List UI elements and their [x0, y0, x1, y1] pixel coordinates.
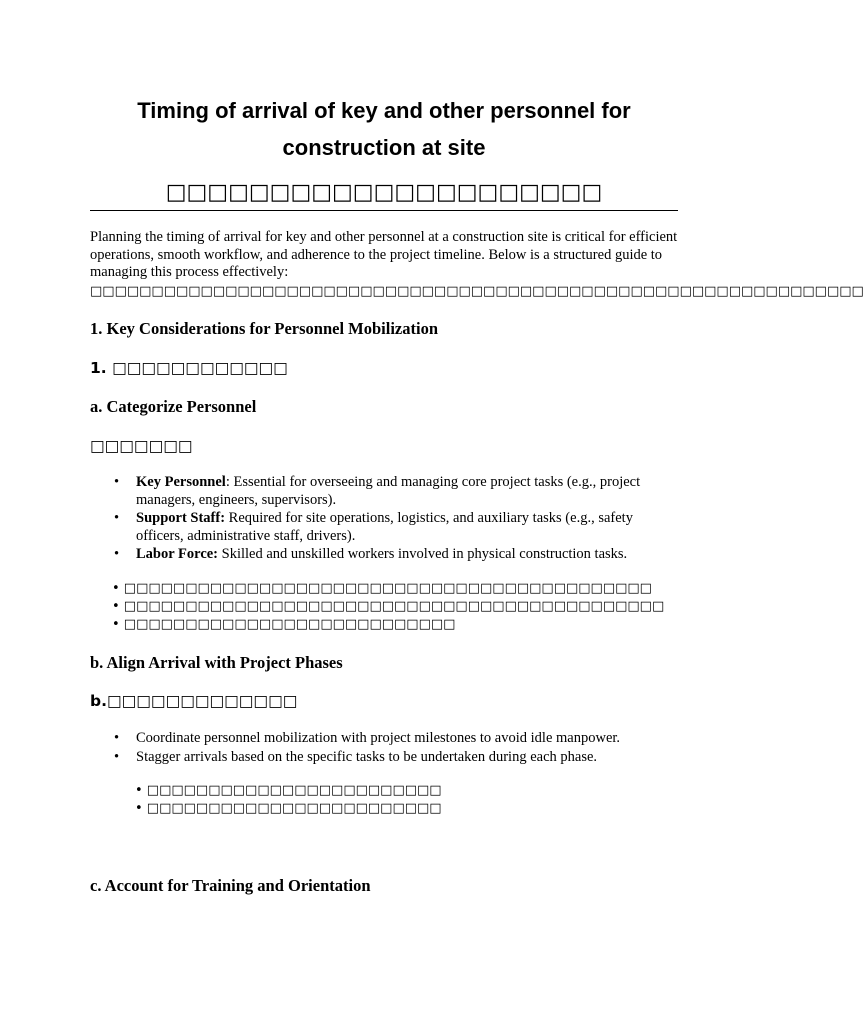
item-label-separator: :: [225, 474, 230, 490]
bullet-icon: •: [114, 474, 120, 490]
arrival-alignment-list-chinese: [135, 782, 442, 818]
list-item: [90, 474, 678, 509]
list-item: [90, 730, 678, 748]
title-underline: [90, 210, 678, 211]
bullet-icon: •: [114, 546, 120, 562]
arrival-alignment-list: [90, 730, 678, 767]
item-text: Coordinate personnel mobilization with project milestones to avoid idle manpower.: [136, 730, 621, 746]
section-1-heading: 1. Key Considerations for Personnel Mobilization: [90, 319, 439, 338]
list-item: [90, 546, 678, 564]
list-item: • □□□□□□□□□□□□□□□□□□□□□□□□□□□: [112, 617, 456, 632]
personnel-category-list: [90, 474, 678, 565]
list-item: • □□□□□□□□□□□□□□□□□□□□□□□□: [135, 783, 442, 798]
subsection-c-heading: c. Account for Training and Orientation: [90, 876, 371, 895]
item-label: Labor Force:: [136, 546, 219, 562]
item-text: Stagger arrivals based on the specific tasks to be undertaken during each phase.: [136, 748, 598, 765]
intro-paragraph: Planning the timing of arrival for key and other personnel at a construction site is critical for efficient operations, smooth workflow, and adherence to the project timeline. Below is a structured guide to managing this process effectively:: [90, 229, 678, 280]
subsection-b-heading: b. Align Arrival with Project Phases: [90, 653, 343, 672]
subsection-b-heading-chinese: b.□□□□□□□□□□□□□: [90, 692, 298, 710]
list-item: [90, 749, 678, 767]
item-label: Key Personnel: [136, 474, 226, 490]
subsection-a-heading: a. Categorize Personnel: [90, 397, 257, 416]
document-title-chinese: □□□□□□□□□□□□□□□□□□□□□: [165, 180, 603, 205]
bullet-icon: •: [114, 748, 120, 765]
subsection-a-heading-chinese: □□□□□□□: [90, 437, 193, 455]
item-text: Essential for overseeing and managing core project tasks (e.g., project managers, engineers, supervisors).: [136, 474, 641, 508]
item-text: Required for site operations, logistics, and auxiliary tasks (e.g., safety officers, administrative staff, drivers).: [136, 510, 633, 544]
item-text: Skilled and unskilled workers involved in physical construction tasks.: [218, 546, 628, 562]
bullet-icon: •: [114, 730, 120, 746]
bullet-icon: •: [114, 510, 120, 526]
list-item: • □□□□□□□□□□□□□□□□□□□□□□□□: [135, 801, 442, 816]
list-item: • □□□□□□□□□□□□□□□□□□□□□□□□□□□□□□□□□□□□□□□□□□□□: [112, 599, 665, 614]
section-1-heading-chinese: 1. □□□□□□□□□□□□: [90, 359, 288, 377]
intro-paragraph-chinese: □□□□□□□□□□□□□□□□□□□□□□□□□□□□□□□□□□□□□□□□□□□□□□□□□□□□□□□□□□□□□□□: [90, 284, 864, 299]
list-item: [90, 510, 678, 545]
document-title: Timing of arrival of key and other personnel for construction at site: [137, 98, 631, 160]
list-item: • □□□□□□□□□□□□□□□□□□□□□□□□□□□□□□□□□□□□□□□□□□□: [112, 581, 652, 596]
personnel-category-list-chinese: [112, 580, 664, 634]
item-label: Support Staff:: [136, 510, 226, 526]
